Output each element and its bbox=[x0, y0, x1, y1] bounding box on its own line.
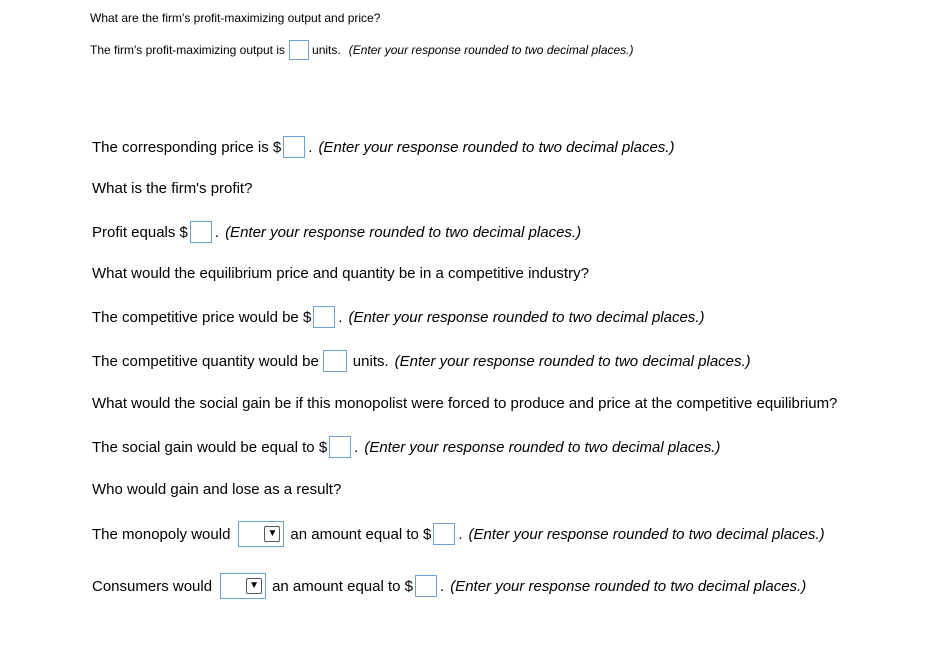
consumers-suffix: . bbox=[440, 577, 445, 595]
monopoly-amount-input[interactable] bbox=[433, 523, 455, 545]
question-text: What are the firm's profit-maximizing output and price? bbox=[90, 11, 381, 25]
social-gain-answer-row bbox=[92, 436, 720, 458]
monopoly-answer-row bbox=[92, 521, 825, 547]
question-text: What would the social gain be if this monopolist were forced to produce and price at the competitive equilibrium? bbox=[92, 395, 838, 412]
profit-prefix: Profit equals $ bbox=[92, 223, 188, 241]
comp-qty-suffix: units. bbox=[352, 352, 389, 370]
question-text: Who would gain and lose as a result? bbox=[92, 481, 342, 498]
question-text: What would the equilibrium price and quantity be in a competitive industry? bbox=[92, 265, 589, 282]
output-prefix: The firm's profit-maximizing output is bbox=[90, 43, 286, 57]
output-input[interactable] bbox=[289, 40, 309, 60]
question-text: What is the firm's profit? bbox=[92, 180, 253, 197]
output-answer-row bbox=[90, 40, 634, 60]
monopoly-hint: (Enter your response rounded to two decimal places.) bbox=[468, 525, 825, 543]
comp-price-answer-row bbox=[92, 306, 704, 328]
comp-price-input[interactable] bbox=[313, 306, 335, 328]
question-gain-lose bbox=[92, 481, 341, 498]
profit-input[interactable] bbox=[190, 221, 212, 243]
consumers-prefix: Consumers would bbox=[92, 577, 213, 595]
monopoly-middle: an amount equal to $ bbox=[290, 525, 432, 543]
consumers-hint: (Enter your response rounded to two decimal places.) bbox=[450, 577, 807, 595]
monopoly-suffix: . bbox=[458, 525, 463, 543]
monopoly-gain-lose-dropdown[interactable] bbox=[238, 521, 284, 547]
profit-suffix: . bbox=[214, 223, 220, 241]
price-hint: (Enter your response rounded to two decimal places.) bbox=[318, 138, 675, 156]
question-profit bbox=[92, 180, 252, 197]
question-output-price bbox=[90, 11, 380, 25]
comp-qty-prefix: The competitive quantity would be bbox=[92, 352, 319, 370]
profit-hint: (Enter your response rounded to two decimal places.) bbox=[225, 223, 582, 241]
consumers-gain-lose-dropdown[interactable] bbox=[220, 573, 266, 599]
output-hint: (Enter your response rounded to two decimal places.) bbox=[348, 43, 634, 57]
comp-price-suffix: . bbox=[338, 308, 343, 326]
monopoly-prefix: The monopoly would bbox=[92, 525, 231, 543]
comp-qty-answer-row bbox=[92, 350, 751, 372]
output-suffix: units. bbox=[312, 43, 341, 57]
dropdown-arrow-icon: ▼ bbox=[264, 526, 280, 542]
profit-answer-row bbox=[92, 221, 581, 243]
social-gain-prefix: The social gain would be equal to $ bbox=[92, 438, 328, 456]
dropdown-arrow-icon: ▼ bbox=[246, 578, 262, 594]
price-input[interactable] bbox=[283, 136, 305, 158]
comp-qty-hint: (Enter your response rounded to two decimal places.) bbox=[394, 352, 751, 370]
consumers-amount-input[interactable] bbox=[415, 575, 437, 597]
social-gain-suffix: . bbox=[354, 438, 359, 456]
social-gain-input[interactable] bbox=[329, 436, 351, 458]
price-prefix: The corresponding price is $ bbox=[92, 138, 282, 156]
consumers-middle: an amount equal to $ bbox=[272, 577, 414, 595]
question-social-gain bbox=[92, 395, 837, 412]
social-gain-hint: (Enter your response rounded to two decimal places.) bbox=[364, 438, 721, 456]
question-competitive bbox=[92, 265, 589, 282]
price-answer-row bbox=[92, 136, 674, 158]
comp-price-prefix: The competitive price would be $ bbox=[92, 308, 312, 326]
comp-qty-input[interactable] bbox=[323, 350, 347, 372]
comp-price-hint: (Enter your response rounded to two decimal places.) bbox=[348, 308, 705, 326]
price-suffix: . bbox=[308, 138, 313, 156]
consumers-answer-row bbox=[92, 573, 806, 599]
